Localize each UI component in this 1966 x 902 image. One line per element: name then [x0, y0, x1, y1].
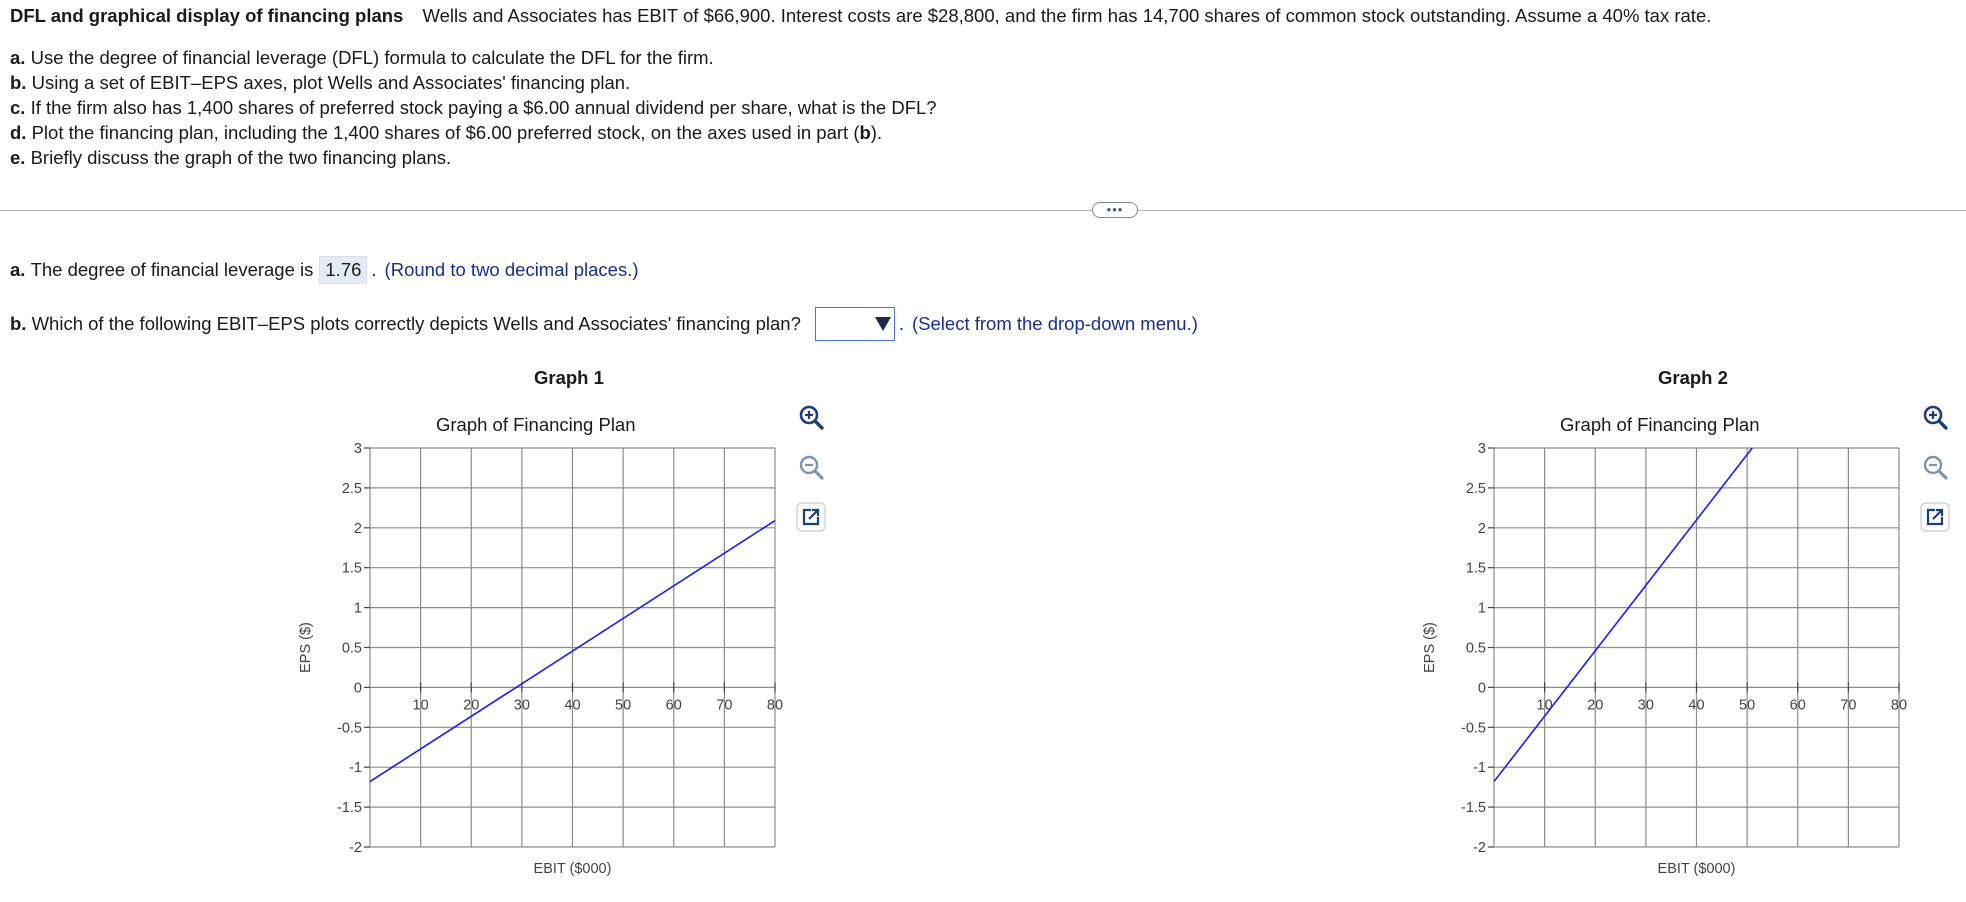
answer-b-prompt: Which of the following EBIT–EPS plots correctly depicts Wells and Associates' financing plan?	[31, 313, 801, 334]
x-tick-label: 10	[412, 697, 429, 714]
answer-a-value[interactable]: 1.76	[319, 256, 367, 284]
part-e: e. Briefly discuss the graph of the two financing plans.	[10, 147, 452, 168]
y-tick-label: 3	[353, 441, 362, 457]
zoom-out-icon[interactable]	[796, 452, 826, 482]
part-c: c. If the firm also has 1,400 shares of preferred stock paying a $6.00 annual dividend per share, what is the DFL?	[10, 97, 937, 118]
y-tick-label: 1.5	[341, 560, 362, 577]
x-tick-label: 60	[665, 697, 682, 714]
zoom-in-icon[interactable]	[1920, 402, 1950, 432]
section-divider	[0, 210, 1966, 211]
zoom-in-icon[interactable]	[796, 402, 826, 432]
y-tick-label: -2	[349, 840, 362, 856]
y-tick-label: -1.5	[1461, 800, 1486, 817]
y-tick-label: 2.5	[341, 480, 362, 497]
problem-statement	[10, 4, 1950, 28]
answer-a-prompt: The degree of financial leverage is	[30, 259, 314, 280]
x-tick-label: 30	[1637, 697, 1654, 714]
part-d: d. Plot the financing plan, including the 1,400 shares of $6.00 preferred stock, on the axes used in part (b).	[10, 122, 883, 143]
problem-parts	[10, 45, 937, 170]
x-tick-label: 40	[564, 697, 581, 714]
x-tick-label: 30	[513, 697, 530, 714]
x-axis-label: EBIT ($000)	[1657, 861, 1736, 877]
graph-2-chart	[1414, 440, 1914, 884]
answer-b-row	[10, 307, 1198, 341]
answer-b-suffix: .	[898, 313, 905, 334]
x-tick-label: 40	[1688, 697, 1705, 714]
y-tick-label: 2.5	[1465, 480, 1486, 497]
graph-2-title: Graph of Financing Plan	[1560, 414, 1760, 435]
x-tick-label: 70	[716, 697, 733, 714]
x-tick-label: 50	[615, 697, 632, 714]
y-tick-label: 1.5	[1465, 560, 1486, 577]
y-tick-label: 2	[1477, 520, 1486, 537]
y-tick-label: -2	[1473, 840, 1486, 856]
x-tick-label: 10	[1536, 697, 1553, 714]
y-tick-label: 0	[353, 680, 362, 697]
financing-plan-line	[1494, 448, 1752, 782]
y-tick-label: 0.5	[1465, 640, 1486, 657]
part-a: a. Use the degree of financial leverage (DFL) formula to calculate the DFL for the firm.	[10, 47, 714, 68]
y-axis-label: EPS ($)	[298, 622, 314, 673]
part-b: b. Using a set of EBIT–EPS axes, plot Wells and Associates' financing plan.	[10, 72, 631, 93]
graph-1-title: Graph of Financing Plan	[436, 414, 636, 435]
x-tick-label: 20	[1587, 697, 1604, 714]
problem-text: Wells and Associates has EBIT of $66,900. Interest costs are $28,800, and the firm has 14,700 shares of common stock outstanding. Assume a 40% tax rate.	[422, 5, 1712, 26]
x-tick-label: 50	[1739, 697, 1756, 714]
graph-1-chart	[290, 440, 790, 884]
answer-b-letter: b.	[10, 313, 27, 334]
external-link-icon[interactable]	[796, 502, 826, 532]
y-tick-label: -1	[1473, 760, 1486, 777]
y-tick-label: -0.5	[1461, 720, 1486, 737]
external-link-icon[interactable]	[1920, 502, 1950, 532]
graph-1-label: Graph 1	[534, 367, 604, 388]
y-tick-label: 3	[1477, 441, 1486, 457]
problem-title: DFL and graphical display of financing plans	[10, 5, 404, 26]
dropdown-arrow-icon	[875, 317, 891, 331]
y-tick-label: 1	[353, 600, 362, 617]
answer-a-hint: (Round to two decimal places.)	[384, 259, 639, 280]
answer-a-row	[10, 256, 639, 284]
answer-a-letter: a.	[10, 259, 26, 280]
y-tick-label: 1	[1477, 600, 1486, 617]
more-button[interactable]: •••	[1092, 202, 1138, 218]
y-tick-label: 2	[353, 520, 362, 537]
answer-b-hint: (Select from the drop-down menu.)	[912, 313, 1198, 334]
x-tick-label: 20	[463, 697, 480, 714]
answer-a-suffix: .	[371, 259, 377, 280]
x-tick-label: 70	[1840, 697, 1857, 714]
y-tick-label: 0	[1477, 680, 1486, 697]
graph-2-label: Graph 2	[1658, 367, 1728, 388]
y-tick-label: 0.5	[341, 640, 362, 657]
x-tick-label: 60	[1789, 697, 1806, 714]
x-tick-label: 80	[1890, 697, 1908, 714]
y-tick-label: -1.5	[337, 800, 362, 817]
y-tick-label: -1	[349, 760, 362, 777]
zoom-out-icon[interactable]	[1920, 452, 1950, 482]
x-tick-label: 80	[766, 697, 784, 714]
y-tick-label: -0.5	[337, 720, 362, 737]
x-axis-label: EBIT ($000)	[533, 861, 612, 877]
graph-select-dropdown[interactable]	[815, 307, 895, 341]
y-axis-label: EPS ($)	[1422, 622, 1438, 673]
